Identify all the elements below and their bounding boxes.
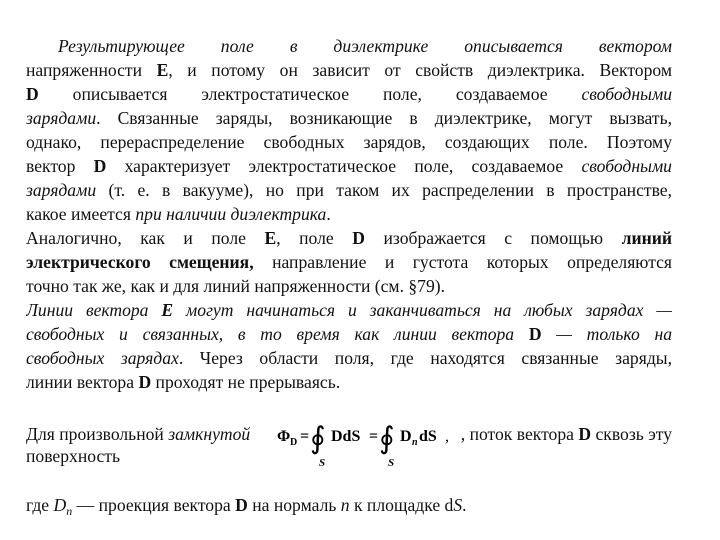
paragraph-projection [26,493,672,517]
text-line: где $D_n$ — проекция вектора D на нормаль n к площадке dS. [26,495,467,518]
closed-integral-icon: ∮ [379,422,395,455]
text-line: напряженности E, и потому он зависит от свойств диэлектрика. Вектором [26,60,672,80]
integrand-dn: D [400,428,412,445]
text-line: точно так же, как и для линий напряженности (см. §79). [26,276,446,296]
text-line: вектор D характеризует электростатическое поле, создаваемое свободными [26,156,672,176]
text-line: зарядами (т. е. в вакууме), но при таком их распределении в пространстве, [26,180,672,200]
flux-symbol: Φ [277,428,291,445]
text-line: Для произвольной замкнутой [26,424,251,444]
integrand-ds: dS [419,428,437,445]
text-line: Результирующее поле в диэлектрике описывается вектором [58,36,672,56]
equals-sign: = [369,428,379,445]
equals-sign: = [300,428,310,445]
formula-comma: , [445,428,449,445]
closed-integral-icon: ∮ [310,422,326,455]
flux-subscript: D [290,437,298,448]
paragraph-dielectric-field [26,34,672,226]
flux-formula [275,422,451,472]
integrand-d-ds: DdS [331,428,361,445]
text-line: свободных и связанных, в то время как линии вектора D — только на [26,324,672,344]
text-line: зарядами. Связанные заряды, возникающие в диэлектрике, могут вызвать, [26,108,672,128]
text-line: однако, перераспределение свободных зарядов, создающих поле. Поэтому [26,132,672,152]
flux-paragraph [26,422,672,474]
paragraph-field-lines [26,298,672,394]
text-line: D описывается электростатическое поле, создаваемое свободными [26,84,672,104]
integral-limit: S [388,457,395,469]
text-line: какое имеется при наличии диэлектрика. [26,204,331,224]
text-line: свободных зарядах. Через области поля, где находятся связанные заряды, [26,348,672,368]
text-line: поверхность [26,446,120,466]
text-line: Аналогично, как и поле E, поле D изображается с помощью линий [26,228,672,248]
integral-limit: S [319,457,326,469]
integrand-dn-subscript: n [412,437,418,448]
document-page [26,0,672,540]
text-line: линии вектора D проходят не прерываясь. [26,372,341,392]
text-line: , поток вектора D сквозь эту [460,424,672,444]
paragraph-displacement-lines [26,226,672,298]
text-line: Линии вектора E могут начинаться и заканчиваться на любых зарядах — [26,300,672,320]
text-line: электрического смещения, направление и густота которых определяются [26,252,672,272]
